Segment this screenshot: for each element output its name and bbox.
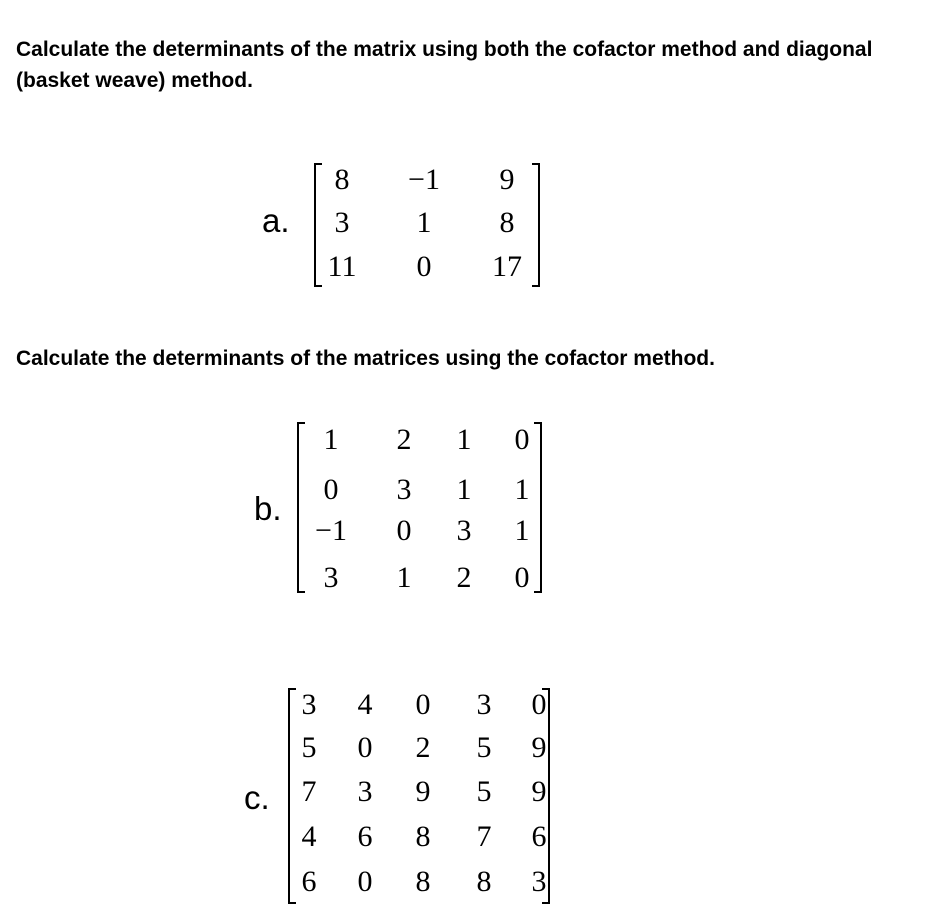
- matrix-b-cell-r3-c4: 1: [514, 514, 530, 547]
- problem-c-label: c.: [244, 779, 270, 816]
- matrix-c-cell-r5-c1: 6: [301, 865, 317, 898]
- matrix-c-cell-r3-c4: 5: [476, 775, 492, 808]
- matrix-c-cell-r5-c3: 8: [415, 865, 431, 898]
- matrix-c-cell-r2-c3: 2: [415, 731, 431, 764]
- matrix-b-cell-r4-c1: 3: [323, 561, 339, 594]
- matrix-c-cell-r3-c1: 7: [301, 775, 317, 808]
- matrix-c-cell-r4-c5: 6: [531, 820, 547, 853]
- matrix-b-cell-r4-c3: 2: [456, 561, 472, 594]
- matrix-c-cell-r3-c2: 3: [357, 775, 373, 808]
- matrix-b-cell-r1-c4: 0: [514, 423, 530, 456]
- matrix-b-cell-r3-c1: −1: [315, 514, 347, 547]
- matrix-c-cell-r3-c3: 9: [415, 775, 431, 808]
- matrix-b-cell-r4-c4: 0: [514, 561, 530, 594]
- matrix-c-cell-r2-c1: 5: [301, 731, 317, 764]
- matrix-a-cell-r3-c1: 11: [327, 250, 357, 283]
- matrix-b-cell-r1-c3: 1: [456, 423, 472, 456]
- matrix-c-cell-r5-c5: 3: [531, 865, 547, 898]
- matrix-a-cell-r1-c3: 9: [499, 163, 515, 196]
- matrix-a-cell-r1-c2: −1: [408, 163, 440, 196]
- matrix-c-cell-r2-c5: 9: [531, 731, 547, 764]
- matrix-c-cell-r5-c4: 8: [476, 865, 492, 898]
- matrix-b-cell-r3-c3: 3: [456, 514, 472, 547]
- matrix-c-cell-r5-c2: 0: [357, 865, 373, 898]
- matrix-b-cell-r3-c2: 0: [396, 514, 412, 547]
- matrix-c-cell-r1-c5: 0: [531, 688, 547, 721]
- matrix-b: [297, 422, 542, 593]
- matrix-b-cells: [297, 422, 542, 593]
- matrix-c-cell-r4-c4: 7: [476, 820, 492, 853]
- matrix-c-cell-r1-c1: 3: [301, 688, 317, 721]
- matrix-a-cell-r2-c1: 3: [334, 206, 350, 239]
- matrix-c-cell-r1-c3: 0: [415, 688, 431, 721]
- problem-b-label: b.: [254, 490, 282, 527]
- matrix-c-cells: [288, 688, 550, 904]
- matrix-b-cell-r4-c2: 1: [396, 561, 412, 594]
- matrix-a: [314, 163, 540, 287]
- matrix-a-cell-r2-c2: 1: [416, 206, 432, 239]
- matrix-c-cell-r4-c3: 8: [415, 820, 431, 853]
- matrix-c: [288, 688, 550, 904]
- matrix-a-cell-r3-c3: 17: [492, 250, 522, 283]
- matrix-c-cell-r1-c4: 3: [476, 688, 492, 721]
- matrix-c-cell-r3-c5: 9: [531, 775, 547, 808]
- matrix-b-cell-r2-c4: 1: [514, 473, 530, 506]
- matrix-b-cell-r1-c1: 1: [323, 423, 339, 456]
- matrix-b-cell-r2-c2: 3: [396, 473, 412, 506]
- matrix-b-cell-r1-c2: 2: [396, 423, 412, 456]
- matrix-a-cell-r2-c3: 8: [499, 206, 515, 239]
- matrix-c-cell-r1-c2: 4: [357, 688, 373, 721]
- matrix-c-cell-r2-c2: 0: [357, 731, 373, 764]
- matrix-c-cell-r2-c4: 5: [476, 731, 492, 764]
- matrix-c-cell-r4-c2: 6: [357, 820, 373, 853]
- matrix-c-cell-r4-c1: 4: [301, 820, 317, 853]
- instruction-cofactor-and-diagonal: Calculate the determinants of the matrix using both the cofactor method and diagonal (basket weave) method.: [16, 38, 873, 92]
- matrix-a-cell-r1-c1: 8: [334, 163, 350, 196]
- matrix-a-cell-r3-c2: 0: [416, 250, 432, 283]
- matrix-b-cell-r2-c1: 0: [323, 473, 339, 506]
- problem-a-label: a.: [262, 202, 290, 239]
- matrix-a-cells: [314, 163, 540, 287]
- instruction-cofactor-only: Calculate the determinants of the matrices using the cofactor method.: [16, 347, 715, 370]
- matrix-b-cell-r2-c3: 1: [456, 473, 472, 506]
